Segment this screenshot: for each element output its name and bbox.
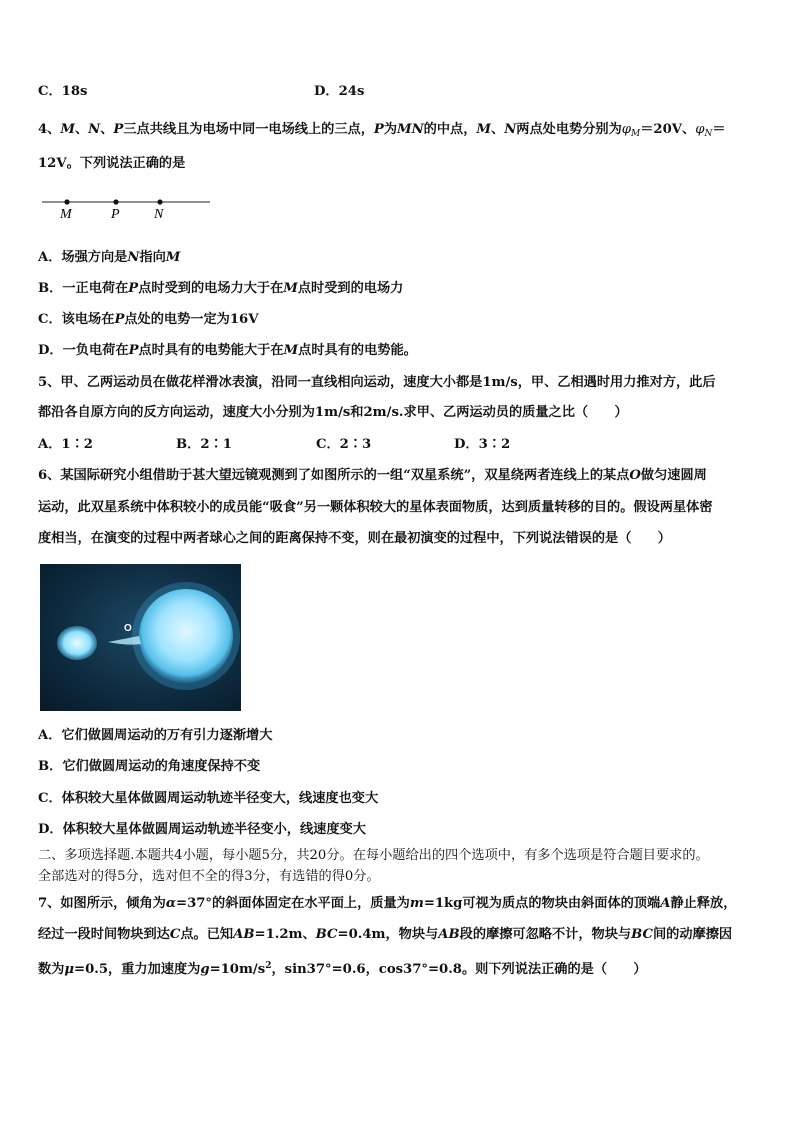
point-n-dot [157,199,162,204]
q5-option-b: B．2∶1 [176,437,232,452]
q6-stem-line3: 度相当，在演变的过程中两者球心之间的距离保持不变，则在最初演变的过程中，下列说法错误的是（ ） [38,531,671,546]
q4-stem-line1: 4、M、N、P三点共线且为电场中同一电场线上的三点，P为MN的中点，M、N两点处电势分别为$\varphi_M=20V$、$\varphi_N=$ [38,122,726,139]
q4-option-d: D．一负电荷在P点时具有的电势能大于在M点时具有的电势能。 [38,343,417,358]
q5-option-a: A．1∶2 [38,437,93,452]
q3-option-d: D．24s [314,84,365,99]
label-p: P [111,207,120,222]
q6-option-c: C．体积较大星体做圆周运动轨迹半径变大，线速度也变大 [38,791,379,806]
point-p-dot [113,199,118,204]
label-m: M [60,207,72,222]
q5-option-c: C．2∶3 [316,437,372,452]
q3-options [38,83,364,101]
q7-stem-line1: 7、如图所示，倾角为α=37°的斜面体固定在水平面上，质量为m=1kg可视为质点的物块由斜面体的顶端A静止释放， [38,896,737,911]
section2-heading-line1: 二、多项选择题.本题共4小题，每小题5分，共20分。在每小题给出的四个选项中，有多个选项是符合题目要求的。 [38,848,709,863]
q5-stem-line1: 5、甲、乙两运动员在做花样滑冰表演，沿同一直线相向运动，速度大小都是1m/s，甲、乙相遇时用力推对方，此后 [38,375,716,390]
section2-heading-line2: 全部选对的得5分，选对但不全的得3分，有选错的得0分。 [38,869,380,884]
q4-option-b: B．一正电荷在P点时受到的电场力大于在M点时受到的电场力 [38,281,404,296]
q4-option-a: A．场强方向是N指向M [38,250,181,265]
large-star [139,589,233,683]
mpn-field-line-figure [40,194,215,224]
q6-option-a: A．它们做圆周运动的万有引力逐渐增大 [38,728,273,743]
q4-option-c: C．该电场在P点处的电势一定为16V [38,312,259,327]
label-n: N [154,207,164,222]
q5-option-d: D．3∶2 [454,437,511,452]
q4-stem-line2: 12V。下列说法正确的是 [38,156,186,171]
q6-stem-line1: 6、某国际研究小组借助于甚大望远镜观测到了如图所示的一组“双星系统”，双星绕两者连线上的某点O做匀速圆周 [38,468,707,483]
q6-option-b: B．它们做圆周运动的角速度保持不变 [38,759,261,774]
point-o-label: O [124,623,132,634]
q7-stem-line2: 经过一段时间物块到达C点。已知AB=1.2m、BC=0.4m，物块与AB段的摩擦可忽略不计，物块与BC间的动摩擦因 [38,927,733,942]
q5-stem-line2: 都沿各自原方向的反方向运动，速度大小分别为1m/s和2m/s.求甲、乙两运动员的质量之比（ ） [38,405,628,420]
q6-stem-line2: 运动，此双星系统中体积较小的成员能“吸食”另一颗体积较大的星体表面物质，达到质量转移的目的。假设两星体密 [38,500,713,515]
q5-options [38,436,510,454]
point-m-dot [64,199,69,204]
binary-star-image [40,564,241,711]
q6-option-d: D．体积较大星体做圆周运动轨迹半径变小，线速度变大 [38,822,366,837]
small-star [57,626,97,660]
q3-option-c: C．18s [38,84,88,99]
q7-stem-line3: 数为μ=0.5，重力加速度为$g=10m/s^2$，sin37°=0.6，cos37°=0.8。则下列说法正确的是（ ） [38,961,647,977]
